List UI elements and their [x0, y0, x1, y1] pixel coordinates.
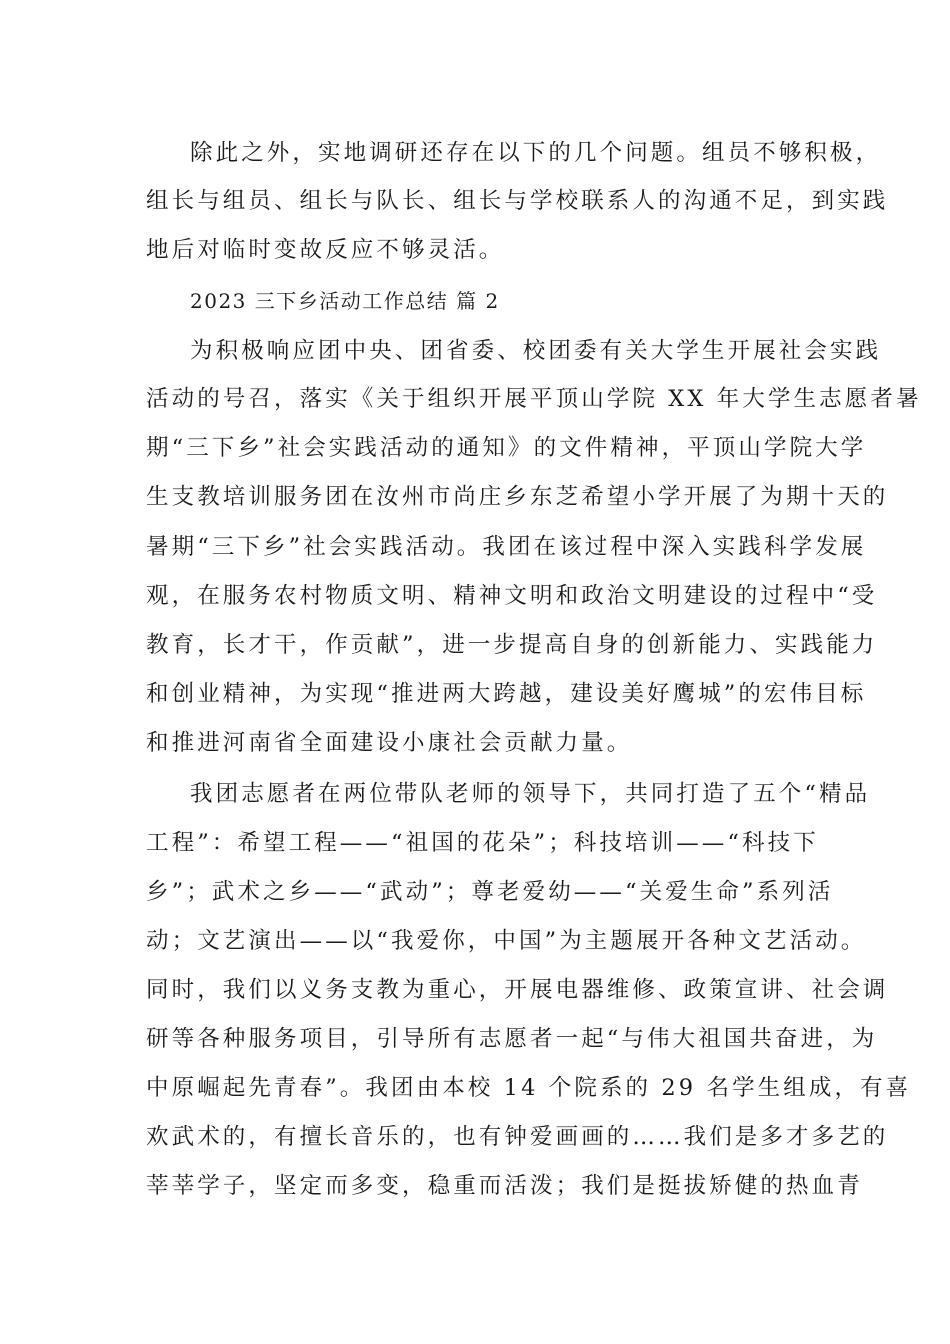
- paragraph-line: 除此之外，实地调研还存在以下的几个问题。组员不够积极，: [190, 140, 882, 166]
- paragraph-line: 组长与组员、组长与队长、组长与学校联系人的沟通不足，到实践: [146, 188, 889, 214]
- paragraph-line: 活动的号召，落实《关于组织开展平顶山学院 XX 年大学生志愿者暑: [146, 386, 922, 412]
- paragraph-line: 动；文艺演出——以“我爱你，中国”为主题展开各种文艺活动。: [146, 928, 867, 954]
- paragraph-line: 暑期“三下乡”社会实践活动。我团在该过程中深入实践科学发展: [146, 534, 867, 560]
- paragraph-line: 生支教培训服务团在汝州市尚庄乡东芝希望小学开展了为期十天的: [146, 484, 889, 510]
- paragraph-line: 研等各种服务项目，引导所有志愿者一起“与伟大祖国共奋进，为: [146, 1026, 878, 1052]
- section-heading: 2023 三下乡活动工作总结 篇 2: [190, 289, 500, 313]
- paragraph-line: 地后对临时变故反应不够灵活。: [146, 237, 505, 263]
- paragraph-line: 莘莘学子，坚定而多变，稳重而活泼；我们是挺拔矫健的热血青: [146, 1173, 863, 1199]
- paragraph-line: 欢武术的，有擅长音乐的，也有钟爱画画的……我们是多才多艺的: [146, 1124, 889, 1150]
- paragraph-line: 和创业精神，为实现“推进两大跨越，建设美好鹰城”的宏伟目标: [146, 681, 867, 707]
- paragraph-line: 教育，长才干，作贡献”，进一步提高自身的创新能力、实践能力: [146, 632, 878, 658]
- paragraph-line: 观，在服务农村物质文明、精神文明和政治文明建设的过程中“受: [146, 583, 878, 609]
- paragraph-line: 同时，我们以义务支教为重心，开展电器维修、政策宣讲、社会调: [146, 977, 889, 1003]
- paragraph-line: 为积极响应团中央、团省委、校团委有关大学生开展社会实践: [190, 338, 882, 364]
- paragraph-line: 和推进河南省全面建设小康社会贡献力量。: [146, 730, 633, 756]
- paragraph-line: 期“三下乡”社会实践活动的通知》的文件精神，平顶山学院大学: [146, 435, 867, 461]
- paragraph-line: 我团志愿者在两位带队老师的领导下，共同打造了五个“精品: [190, 781, 871, 807]
- paragraph-line: 工程”：希望工程——“祖国的花朵”；科技培训——“科技下: [146, 830, 819, 856]
- paragraph-line: 中原崛起先青春”。我团由本校 14 个院系的 29 名学生组成，有喜: [146, 1075, 912, 1101]
- paragraph-line: 乡”；武术之乡——“武动”；尊老爱幼——“关爱生命”系列活: [146, 879, 834, 905]
